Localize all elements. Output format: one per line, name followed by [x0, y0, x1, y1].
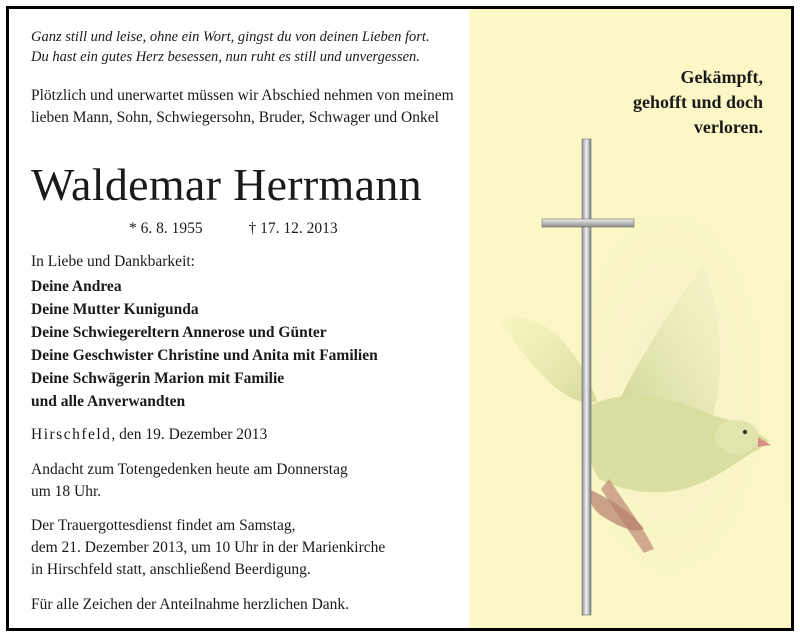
motto [523, 65, 763, 140]
motto-line-1: Gekämpft, [680, 67, 763, 87]
image-panel [469, 9, 791, 628]
poem [31, 27, 461, 67]
obituary-frame [6, 6, 794, 631]
love-line: In Liebe und Dankbarkeit: [31, 253, 195, 270]
mourner-item: Deine Geschwister Christine und Anita mit Familien [31, 347, 378, 364]
intro-text: Plötzlich und unerwartet müssen wir Abschied nehmen von meinem lieben Mann, Sohn, Schwiegersohn, Bruder, Schwager und Onkel [31, 87, 454, 126]
andacht-notice [31, 459, 461, 503]
text-column [9, 9, 469, 628]
motto-line-3: verloren. [693, 117, 763, 137]
birth-date: * 6. 8. 1955 [129, 220, 203, 237]
life-dates [129, 219, 338, 239]
service-line-3: in Hirschfeld statt, anschließend Beerdigung. [31, 561, 311, 578]
andacht-line-1: Andacht zum Totengedenken heute am Donnerstag [31, 461, 348, 478]
mourner-item: Deine Schwägerin Marion mit Familie [31, 370, 285, 387]
poem-line-2: Du hast ein gutes Herz besessen, nun ruht es still und unvergessen. [31, 49, 420, 65]
death-date: † 17. 12. 2013 [248, 220, 338, 237]
mourners-list [31, 275, 471, 413]
service-line-1: Der Trauergottesdienst findet am Samstag, [31, 517, 296, 534]
service-notice [31, 515, 461, 581]
poem-line-1: Ganz still und leise, ohne ein Wort, gingst du von deinen Lieben fort. [31, 29, 430, 45]
mourner-item: Deine Andrea [31, 278, 122, 295]
mourner-item: und alle Anverwandten [31, 393, 186, 410]
mourner-item: Deine Schwiegereltern Annerose und Günter [31, 324, 327, 341]
andacht-line-2: um 18 Uhr. [31, 483, 102, 500]
thanks-line: Für alle Zeichen der Anteilnahme herzlichen Dank. [31, 596, 350, 613]
place: Hirschfeld [31, 426, 112, 443]
deceased-name: Waldemar Herrmann [31, 159, 422, 210]
date-line: , den 19. Dezember 2013 [111, 426, 268, 443]
service-line-2: dem 21. Dezember 2013, um 10 Uhr in der Marienkirche [31, 539, 386, 556]
place-date [31, 425, 267, 445]
mourner-item: Deine Mutter Kunigunda [31, 301, 199, 318]
motto-line-2: gehofft und doch [632, 92, 763, 112]
